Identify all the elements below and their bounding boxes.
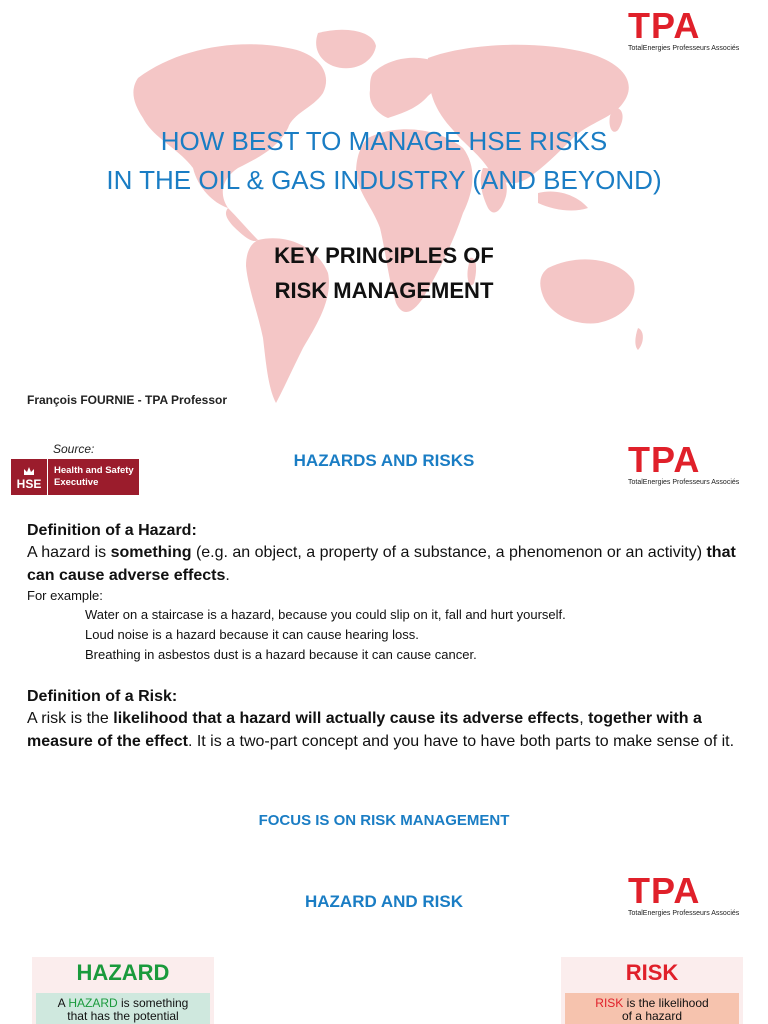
- risk-card: [561, 957, 743, 1024]
- tpa-logo-word: TPA: [628, 439, 701, 480]
- tpa-logo: [628, 5, 740, 52]
- tpa-logo-word: TPA: [628, 870, 701, 911]
- main-title-line-1: HOW BEST TO MANAGE HSE RISKS: [160, 126, 608, 156]
- hazard-and-risk-heading: HAZARD AND RISK: [304, 892, 464, 911]
- focus-heading: FOCUS IS ON RISK MANAGEMENT: [258, 812, 510, 829]
- hazard-card-title: HAZARD: [76, 960, 170, 985]
- hazard-text-part: .: [225, 567, 230, 584]
- hazard-card-text-part: A: [57, 996, 69, 1010]
- hazard-card-text: [36, 993, 210, 1024]
- hazard-card-text-part: that has the potential: [67, 1009, 179, 1023]
- hazard-card: [32, 957, 214, 1024]
- tpa-logo-subtitle: TotalEnergies Professeurs Associés: [628, 45, 740, 52]
- tpa-logo-subtitle: TotalEnergies Professeurs Associés: [628, 479, 740, 486]
- source-label: Source:: [53, 442, 95, 456]
- for-example-label: For example:: [27, 588, 103, 603]
- subtitle-line-1: KEY PRINCIPLES OF: [274, 243, 494, 268]
- risk-text-part: A risk is the: [27, 710, 114, 727]
- hse-full-name: Health and Safety Executive: [54, 465, 134, 488]
- risk-text-part: ,: [579, 710, 589, 727]
- risk-text-part: . It is a two-part concept and you have to have both parts to make sense of it.: [187, 733, 735, 750]
- author-credit: François FOURNIE - TPA Professor: [27, 393, 228, 407]
- hazard-definition-title: Definition of a Hazard:: [27, 522, 197, 539]
- hazard-card-text-part: is something: [117, 996, 189, 1010]
- hazard-definition: [27, 520, 747, 665]
- title-slide: [0, 0, 768, 420]
- risk-card-keyword: RISK: [595, 996, 624, 1010]
- hazard-text-part: A hazard is: [27, 544, 111, 561]
- hazard-example: Breathing in asbestos dust is a hazard because it can cause cancer.: [85, 647, 477, 662]
- hazard-text-emphasis: that can cause adverse effects: [27, 544, 736, 584]
- subtitle-line-2: RISK MANAGEMENT: [274, 278, 494, 303]
- hazard-text-emphasis: something: [110, 544, 192, 561]
- risk-card-text-part: is the likelihood: [623, 996, 709, 1010]
- hazards-and-risks-heading: HAZARDS AND RISKS: [293, 451, 475, 470]
- hazard-example: Loud noise is a hazard because it can cause hearing loss.: [85, 627, 419, 642]
- risk-card-text: [565, 993, 739, 1024]
- hazard-example: Water on a staircase is a hazard, because you could slip on it, fall and hurt yourself.: [85, 607, 566, 622]
- tpa-logo: [628, 870, 740, 917]
- risk-definition-title: Definition of a Risk:: [27, 688, 178, 705]
- hse-letters: HSE: [16, 477, 42, 491]
- tpa-logo-subtitle: TotalEnergies Professeurs Associés: [628, 910, 740, 917]
- tpa-logo-word: TPA: [628, 5, 701, 46]
- risk-card-text-part: of a hazard: [621, 1009, 683, 1023]
- risk-definition: [27, 686, 747, 753]
- world-map-background: [118, 18, 648, 418]
- main-title-line-2: IN THE OIL & GAS INDUSTRY (AND BEYOND): [106, 165, 662, 195]
- hazard-definition-text: [27, 541, 747, 587]
- hazard-card-keyword: HAZARD: [68, 996, 118, 1010]
- risk-text-emphasis: together with a measure of the effect: [27, 710, 702, 750]
- risk-text-emphasis: likelihood that a hazard will actually cause its adverse effects: [113, 710, 580, 727]
- risk-definition-text: [27, 707, 747, 753]
- hazard-text-part: (e.g. an object, a property of a substance, a phenomenon or an activity): [191, 544, 707, 561]
- risk-card-title: RISK: [625, 960, 679, 985]
- tpa-logo: [628, 439, 740, 486]
